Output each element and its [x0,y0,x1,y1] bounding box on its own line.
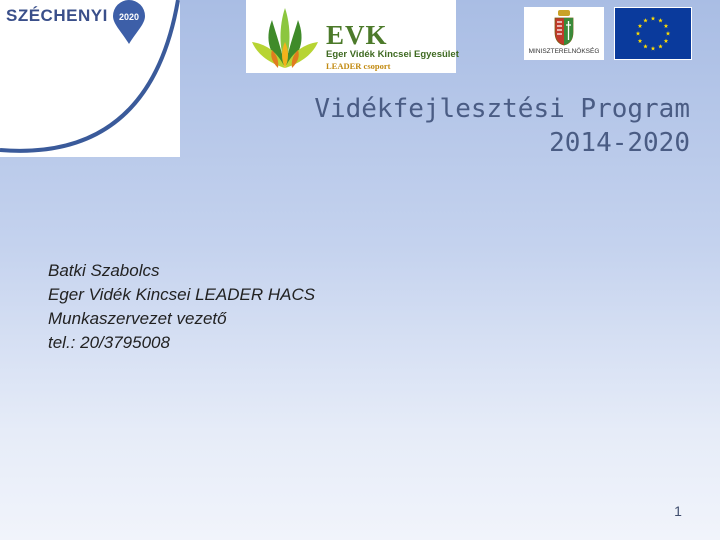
eu-flag-logo [614,7,692,60]
szechenyi-2020-logo [0,0,180,157]
evk-full-name: Eger Vidék Kincsei Egyesület [326,49,459,60]
presenter-organization: Eger Vidék Kincsei LEADER HACS [48,285,316,304]
evk-logo [246,0,459,73]
presenter-info [48,259,315,355]
presenter-phone: tel.: 20/3795008 [48,333,170,352]
presenter-name: Batki Szabolcs [48,261,160,280]
title-line-1: Vidékfejlesztési Program [314,94,690,124]
leaf-emblem-icon [248,2,322,71]
evk-group-label: LEADER csoport [326,61,391,71]
presenter-role: Munkaszervezet vezető [48,309,227,328]
page-number: 1 [674,503,682,519]
szechenyi-year: 2020 [118,12,140,22]
ministry-logo [524,7,604,60]
hungarian-crest-icon [553,10,575,46]
szechenyi-text: SZÉCHENYI [6,6,108,25]
eu-flag-icon [615,8,691,59]
title-line-2: 2014-2020 [549,128,690,158]
evk-abbreviation: EVK [326,20,388,50]
ministry-label: MINISZTERELNÖKSÉG [528,48,600,55]
map-pin-icon [112,0,146,46]
slide-title [314,92,690,160]
